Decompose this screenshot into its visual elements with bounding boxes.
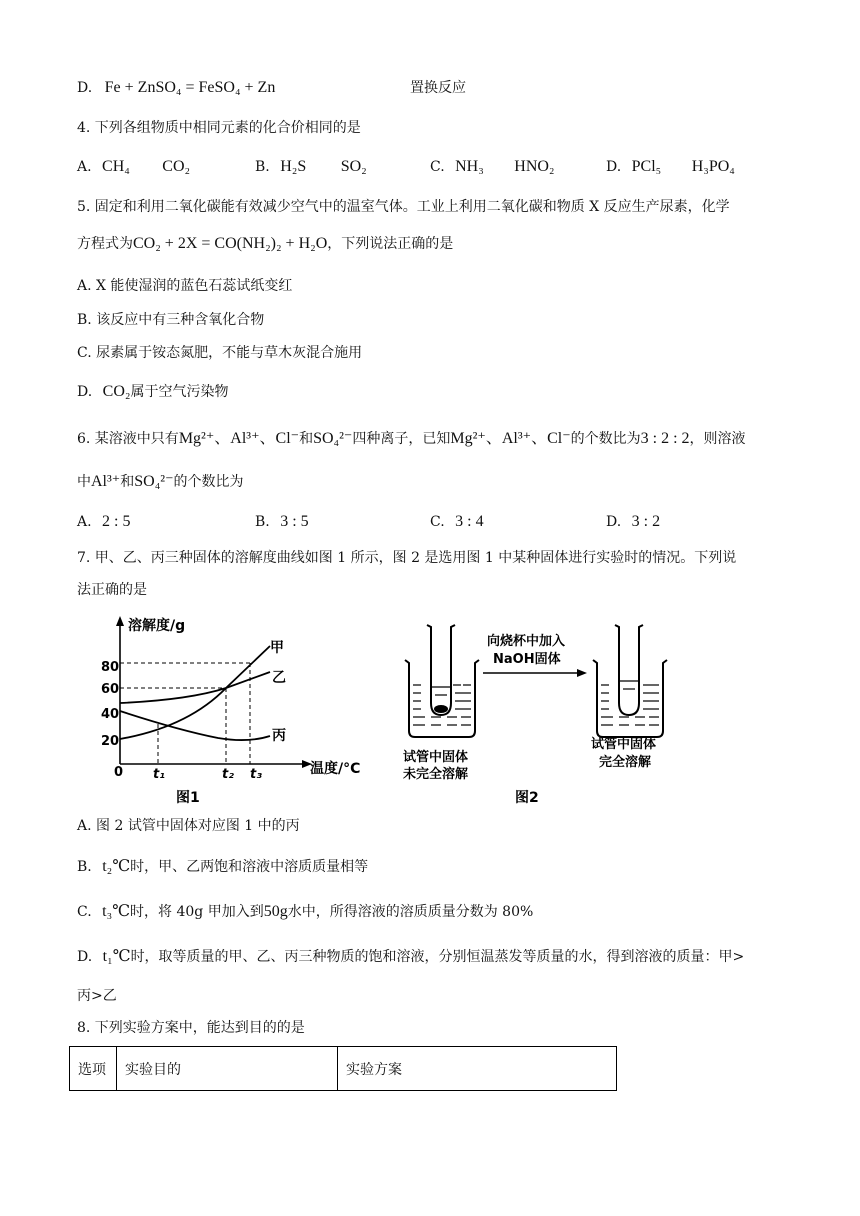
- temperature: t₃℃: [102, 903, 131, 920]
- y-tick-label: 40: [101, 707, 120, 722]
- text: 和: [120, 474, 135, 490]
- text: 四种离子，已知: [352, 431, 451, 447]
- q4-option-b: [255, 157, 367, 177]
- q3-equation: Fe + ZnSO₄ = FeSO₄ + Zn: [104, 79, 276, 96]
- x-tick-label: t₃: [250, 767, 262, 782]
- left-caption-line2: 未完全溶解: [403, 767, 469, 782]
- option-label: B.: [255, 514, 270, 530]
- ions: Mg²⁺、Al³⁺、Cl⁻: [178, 430, 300, 447]
- x-tick-label: t₂: [222, 767, 234, 782]
- text: 中: [77, 474, 91, 490]
- arrow-label-line2: NaOH固体: [493, 652, 561, 667]
- formula: NH₃: [455, 158, 484, 175]
- right-test-tube: [615, 625, 643, 715]
- q5-equation: CO₂ + 2X = CO(NH₂)₂ + H₂O: [133, 235, 328, 252]
- curve-bing: [120, 711, 270, 740]
- mass: 50g: [263, 903, 288, 920]
- q7-stem-line1: 7. 甲、乙、丙三种固体的溶解度曲线如图 1 所示，图 2 是选用图 1 中某种固体进行实验时的情况。下列说: [77, 550, 737, 566]
- q4-option-a: [77, 157, 190, 177]
- q6-option-a: [77, 512, 130, 532]
- option-label: C.: [430, 159, 445, 175]
- option-label: D.: [606, 159, 622, 175]
- q6-option-d: [606, 512, 660, 532]
- q4-option-c: [430, 157, 555, 177]
- formula: H₃PO₄: [691, 158, 735, 175]
- q3-option-d: [77, 78, 275, 98]
- x-tick-label: t₁: [153, 767, 165, 782]
- origin-label: 0: [114, 765, 124, 780]
- q6-option-c: [430, 512, 484, 532]
- q8-stem: 8. 下列实验方案中，能达到目的的是: [77, 1020, 305, 1036]
- q4-stem: 4. 下列各组物质中相同元素的化合价相同的是: [77, 120, 361, 136]
- beaker-experiment-figure: [395, 615, 685, 810]
- q5-option-a: A. X 能使湿润的蓝色石蕊试纸变红: [77, 278, 293, 294]
- text: ，则溶液: [689, 431, 746, 447]
- temperature: t₁℃: [102, 948, 131, 965]
- x-axis-label: 温度/°C: [310, 761, 361, 777]
- ion-aluminum: Al³⁺: [91, 473, 121, 490]
- q7-option-d: [77, 947, 744, 967]
- arrow-head: [577, 669, 587, 677]
- option-label: D.: [77, 384, 93, 400]
- q7-option-a: A. 图 2 试管中固体对应图 1 中的丙: [77, 818, 300, 834]
- option-label: A.: [77, 159, 92, 175]
- table-header-row: [70, 1047, 617, 1091]
- q3-reaction-type: 置换反应: [410, 80, 466, 96]
- ion-sulfate: SO₄²⁻: [134, 473, 174, 490]
- formula: CO₂: [162, 158, 191, 175]
- text: 的个数比为: [570, 431, 641, 447]
- q6-stem-line2: [77, 472, 244, 492]
- formula: CH₄: [102, 158, 130, 175]
- option-label: D.: [606, 514, 622, 530]
- q5-stem-line2: [77, 234, 453, 254]
- series-label-jia: 甲: [270, 640, 284, 656]
- q7-option-c: [77, 902, 533, 922]
- q5-option-d: [77, 382, 228, 402]
- left-caption-line1: 试管中固体: [403, 750, 469, 765]
- temperature: t₂℃: [102, 858, 131, 875]
- ratio: 3 : 2 : 2: [640, 430, 690, 447]
- left-test-tube: [427, 625, 455, 715]
- ions: Mg²⁺、Al³⁺、Cl⁻: [450, 430, 571, 447]
- q7-option-b: [77, 857, 368, 877]
- text: ，下列说法正确的是: [327, 236, 454, 252]
- right-beaker: [593, 660, 667, 737]
- ion-sulfate: SO₄²⁻: [313, 430, 353, 447]
- curve-jia: [120, 646, 270, 739]
- q6-option-b: [255, 512, 309, 532]
- q5-stem-line1: 5. 固定和利用二氧化碳能有效减少空气中的温室气体。工业上利用二氧化碳和物质 X 反应生产尿素，化学: [77, 199, 730, 215]
- q5-option-b: B. 该反应中有三种含氧化合物: [77, 312, 265, 328]
- y-tick-label: 20: [101, 734, 120, 749]
- table-header-cell: 选项: [70, 1047, 117, 1091]
- y-tick-label: 80: [101, 660, 120, 675]
- formula: SO₂: [340, 158, 367, 175]
- text: 时，甲、乙两饱和溶液中溶质质量相等: [130, 859, 369, 875]
- ratio: 3 : 2: [631, 513, 661, 530]
- text: 的个数比为: [173, 474, 244, 490]
- text: 属于空气污染物: [130, 384, 229, 400]
- series-label-bing: 丙: [272, 728, 286, 744]
- solubility-chart: [98, 612, 388, 812]
- ratio: 2 : 5: [102, 513, 131, 530]
- formula: HNO₂: [514, 158, 555, 175]
- table-header-cell: 实验方案: [338, 1047, 617, 1091]
- text: 水中，所得溶液的溶质质量分数为 80%: [287, 904, 534, 920]
- left-beaker: [405, 660, 479, 737]
- option-label: A.: [77, 514, 92, 530]
- formula: PCl₅: [631, 158, 662, 175]
- figure1-caption: 图1: [176, 790, 200, 806]
- q7-option-d-cont: 丙>乙: [77, 988, 117, 1004]
- right-caption-line1: 试管中固体: [591, 737, 657, 752]
- option-label: B.: [255, 159, 270, 175]
- figure2-caption: 图2: [515, 790, 539, 806]
- option-label: D.: [77, 949, 93, 965]
- q7-stem-line2: 法正确的是: [77, 582, 147, 598]
- text: 方程式为: [77, 236, 133, 252]
- y-axis-label: 溶解度/g: [128, 618, 186, 634]
- ratio: 3 : 4: [455, 513, 484, 530]
- arrow-label-line1: 向烧杯中加入: [487, 634, 566, 649]
- right-caption-line2: 完全溶解: [599, 755, 652, 770]
- undissolved-solid: [434, 705, 448, 713]
- formula: H₂S: [280, 158, 307, 175]
- q6-stem-line1: [77, 429, 746, 449]
- series-label-yi: 乙: [272, 670, 286, 686]
- option-label: B.: [77, 859, 92, 875]
- q3-option-label: D.: [77, 80, 93, 96]
- text: 和: [299, 431, 314, 447]
- q5-option-c: C. 尿素属于铵态氮肥，不能与草木灰混合施用: [77, 345, 363, 361]
- text: 6. 某溶液中只有: [77, 431, 179, 447]
- option-label: C.: [430, 514, 445, 530]
- text: 时，将 40g 甲加入到: [130, 904, 264, 920]
- text: 时，取等质量的甲、乙、丙三种物质的饱和溶液，分别恒温蒸发等质量的水，得到溶液的质量：甲>: [130, 949, 745, 965]
- q8-table: [69, 1046, 617, 1091]
- table-header-cell: 实验目的: [117, 1047, 338, 1091]
- y-axis-arrow: [116, 616, 124, 626]
- formula: CO₂: [102, 383, 131, 400]
- y-tick-label: 60: [101, 682, 120, 697]
- option-label: C.: [77, 904, 92, 920]
- q4-option-d: [606, 157, 735, 177]
- ratio: 3 : 5: [280, 513, 309, 530]
